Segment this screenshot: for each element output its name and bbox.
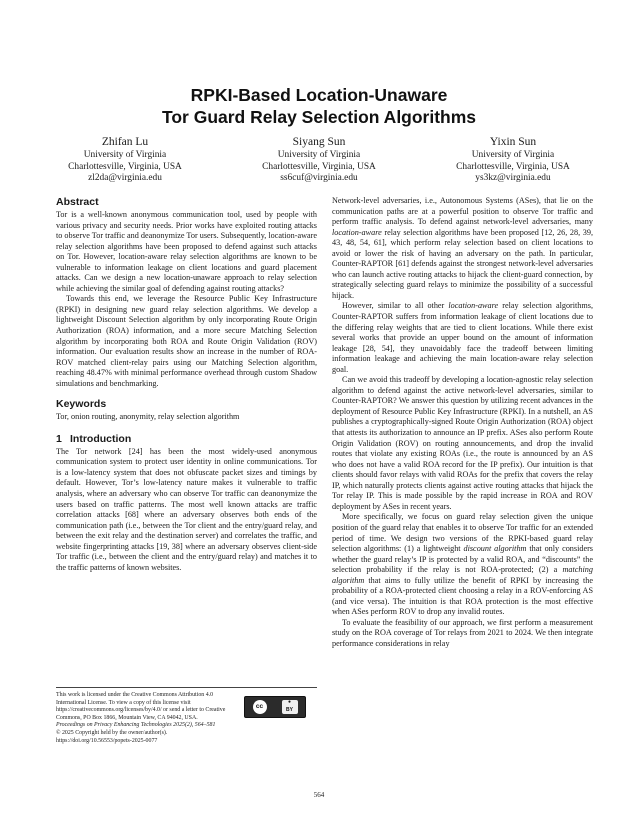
text-run: relay selection algorithms, Counter-RAPTOR suffers from information leakage of client locations due to the differing relay weights that are tied to client locations. While there exist several works that provide an upper bound on the amount of information leakage [28, 54], they unavoidably face the tradeoff between limiting information leakage and achieving the main location-aware relay selection goal. bbox=[332, 301, 594, 374]
author-affiliation: University of Virginia bbox=[471, 150, 555, 160]
section-title: Introduction bbox=[70, 432, 132, 445]
intro-paragraph-3 bbox=[332, 301, 593, 375]
keywords-text: Tor, onion routing, anonymity, relay selection algorithm bbox=[56, 412, 240, 422]
author-1 bbox=[30, 135, 220, 185]
intro-paragraph-6: To evaluate the feasibility of our approach, we first perform a measurement study on the ROA coverage of Tor relays from 2021 to 2024. We then integrate performance considerations in relay bbox=[332, 617, 593, 648]
text-run: Network-level adversaries, i.e., Autonomous Systems (ASes), that lie on the communication paths are at a powerful position to observe Tor traffic and perform traffic analysis. To defend against network-level adversaries, many bbox=[332, 196, 593, 227]
author-name: Siyang Sun bbox=[292, 136, 346, 148]
author-3 bbox=[418, 135, 608, 185]
text-run: More specifically, we focus on guard relay selection given the unique position of the guard relay that enables it to observe Tor traffic for an extended period of time. We design two versions of the RPKI-based guard relay selection algorithms: (1) a lightweight bbox=[332, 512, 593, 554]
by-attribution-icon bbox=[282, 700, 298, 714]
author-name: Zhifan Lu bbox=[101, 136, 149, 148]
page-number: 564 bbox=[313, 791, 325, 799]
text-run: However, similar to all other bbox=[342, 301, 449, 311]
intro-paragraph-4: Can we avoid this tradeoff by developing a location-agnostic relay selection algorithm to defend against the active network-level adversaries, similar to Counter-RAPTOR? We answer this question by utilizing recent advances in the deployment of Resource Public Key Infrastructure (RPKI). In a nutshell, an AS publishes a cryptographically-signed Route Origin Authorization (ROA) object that attests its authorization to announce an IP prefix. ASes also perform Route Origin Validation (ROV) on routing announcements, and drop the invalid routes that violate any existing ROAs (i.e., the route is announced by an AS who does not have a valid ROA record for the IP prefix). Our intuition is that clients should favor relays with valid ROAs for the prefix that covers the relay IP, which naturally protects clients against active routing attacks that hijack the Tor relay IP. This is made possible by the rapid increase in ROA and ROV deployment by ASes in recent years. bbox=[332, 375, 593, 511]
license-text: This work is licensed under the Creative Commons Attribution 4.0 International License. To view a copy of this license visit https://creativecommons.org/licenses/by/4.0/ or send a letter to Creative Commons, PO Box 1866, Mountain View, CA 94042, USA. bbox=[56, 692, 226, 721]
author-email[interactable]: ss6cuf@virginia.edu bbox=[280, 173, 358, 184]
license-footnote bbox=[56, 687, 317, 745]
introduction-heading bbox=[56, 433, 317, 446]
author-block bbox=[30, 135, 608, 185]
text-run: that aims to fully utilize the benefit of RPKI by increasing the probability of a ROA-protected client choosing a relay in a ROV-enforcing AS (and vice versa). The intuition is that ROA protection is the most effective when ASes perform ROV to drop any invalid routes. bbox=[332, 575, 593, 617]
emphasis-text: discount algorithm bbox=[463, 544, 527, 554]
left-column bbox=[56, 196, 317, 573]
right-column bbox=[332, 196, 593, 650]
emphasis-text: matching algorithm bbox=[332, 565, 593, 585]
author-location: Charlottesville, Virginia, USA bbox=[456, 161, 570, 172]
emphasis-text: location-aware bbox=[448, 301, 499, 311]
person-icon: ● bbox=[287, 699, 292, 706]
title-line-1: RPKI-Based Location-Unaware bbox=[190, 85, 448, 105]
copyright-line: © 2025 Copyright held by the owner/author(s). bbox=[56, 729, 168, 736]
intro-paragraph-5 bbox=[332, 512, 593, 617]
intro-paragraph-2 bbox=[332, 196, 593, 301]
paper-title bbox=[0, 84, 638, 128]
abstract-paragraph-1: Tor is a well-known anonymous communication tool, used by people with various privacy and security needs. Prior works have exploited routing attacks to observe Tor traffic and deanonymize Tor users. Subsequently, location-aware relay selection algorithms have been proposed to defend against such attacks on Tor. However, location-aware relay selection algorithms are known to be vulnerable to information leakage on client locations and guard placement attacks. Can we design a new location-unaware approach to relay selection while achieving the similar goal of defending against routing attacks? bbox=[56, 210, 317, 293]
by-label: BY bbox=[286, 707, 293, 713]
author-2 bbox=[224, 135, 414, 185]
author-email[interactable]: ys3kz@virginia.edu bbox=[475, 173, 551, 184]
author-email[interactable]: zl2da@virginia.edu bbox=[88, 173, 162, 184]
proceedings-line bbox=[56, 722, 317, 730]
intro-paragraph-1: The Tor network [24] has been the most widely-used anonymous communication system to protect user identity in online communications. Tor is a low-latency system that does not obfuscate packet sizes and timings by default. However, Tor’s low-latency nature makes it vulnerable to traffic analysis, where an adversary who can observe Tor traffic can deanonymize the users based on traffic patterns. The most well known attacks are traffic correlation attacks [68] where an adversary observes both ends of the communication path (i.e., between the Tor client and the entry/guard relay, and between the exit relay and the destination server) and correlates the traffic, and website fingerprinting attacks [19, 38] where an adversary observes client-side Tor traffic (i.e., between the client and the entry/guard relay) and matches it to the traffic patterns of known websites. bbox=[56, 446, 317, 572]
title-line-2: Tor Guard Relay Selection Algorithms bbox=[161, 107, 477, 127]
author-name: Yixin Sun bbox=[489, 136, 537, 148]
cc-icon: cc bbox=[253, 700, 267, 714]
section-number: 1 bbox=[56, 432, 62, 445]
text-run: relay selection algorithms have been proposed [12, 26, 28, 39, 43, 48, 54, 61], which perform relay selection based on client locations to avoid or lower the risk of having an adversary on the path. In particular, Counter-RAPTOR [61] defends against the strongest network-level adversaries who can launch active routing attacks to hijack the client-guard connection, by strategically selecting guard relays to minimize the possibility of a successful hijack. bbox=[332, 227, 593, 300]
author-affiliation: University of Virginia bbox=[277, 150, 361, 160]
abstract-heading: Abstract bbox=[56, 196, 99, 208]
keywords-heading: Keywords bbox=[56, 398, 107, 411]
author-location: Charlottesville, Virginia, USA bbox=[68, 161, 182, 172]
emphasis-text: location-aware bbox=[332, 227, 382, 237]
text-run: that only considers whether the guard relay’s IP is protected by a valid ROA, and “discounts” the selection probability if the relay is not ROA-protected; (2) a bbox=[332, 544, 593, 575]
proceedings-text: Proceedings on Privacy Enhancing Technologies 2025(2), 564–581 bbox=[56, 722, 216, 729]
cc-by-license-badge[interactable] bbox=[244, 696, 306, 718]
abstract-paragraph-2: Towards this end, we leverage the Resource Public Key Infrastructure (RPKI) in designing new guard relay selection algorithms. We develop a lightweight Discount Selection algorithm by only incorporating Route Origin Authorization (ROA) information, and a more secure Matching Selection algorithm by incorporating both ROA and Route Origin Validation (ROV) information. Our evaluation results show an increase in the number of ROA-ROV matched client-relay pairs using our Matching Selection algorithm, reaching 48.47% with minimal performance overhead through custom Shadow simulations and benchmarking. bbox=[56, 294, 317, 388]
author-location: Charlottesville, Virginia, USA bbox=[262, 161, 376, 172]
doi-link[interactable]: https://doi.org/10.56553/popets-2025-0077 bbox=[56, 737, 158, 744]
author-affiliation: University of Virginia bbox=[83, 150, 167, 160]
